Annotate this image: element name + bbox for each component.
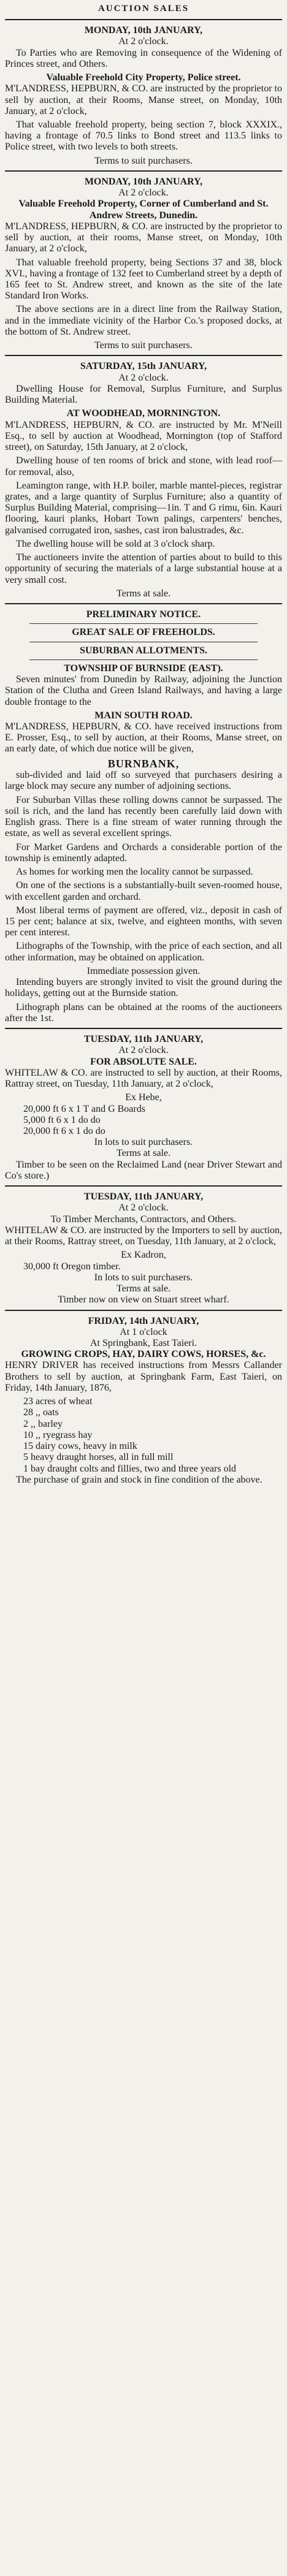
ad-police-street	[5, 25, 282, 167]
divider	[5, 603, 282, 604]
notice-township: TOWNSHIP OF BURNSIDE (EAST).	[64, 663, 223, 674]
crop-item: 1 bay draught colts and fillies, two and three years old	[23, 1463, 237, 1474]
ad-body: HENRY DRIVER has received instructions from Messrs Callander Brothers to sell by auction, at Springbank Farm, East Taieri, on Friday, 14th January, 1876,	[5, 1360, 282, 1393]
ad-subtitle: Valuable Freehold Property, Corner of Cumberland and St. Andrew Streets, Dunedin.	[18, 199, 269, 221]
ad-ship: Ex Hebe,	[125, 1092, 162, 1103]
ad-terms: Terms at sale.	[116, 1283, 171, 1294]
ad-absolute-sale	[5, 1034, 282, 1182]
notice-intro: Seven minutes' from Dunedin by Railway, adjoining the Junction Station of the Clutha and Green Island Railways, and having a large double frontage to the	[5, 674, 282, 707]
divider	[5, 19, 282, 20]
notice-body-8: Lithographs of the Township, with the price of each section, and all other information, may be obtained on application.	[5, 941, 282, 963]
ad-body-2: Dwelling house of ten rooms of brick and stone, with lead roof—for removal, also,	[5, 455, 282, 477]
ad-lots: In lots to suit purchasers.	[94, 1137, 193, 1148]
notice-road: MAIN SOUTH ROAD.	[94, 710, 193, 721]
ad-springbank	[5, 1316, 282, 1486]
notice-body-3: For Suburban Villas these rolling downs cannot be surpassed. The soil is rich, and the land has recently been carefully laid down with English grass. There is a fine stream of water running through the estate, as well as several excellent springs.	[5, 794, 282, 839]
divider	[5, 1028, 282, 1029]
ad-body-3: The above sections are in a direct line from the Railway Station, and in the immediate vicinity of the Harbor Co.'s proposed docks, at the bottom of St. Andrew street.	[5, 304, 282, 337]
notice-body-9: Intending buyers are strongly invited to visit the ground during the holidays, getting out at the Burnside station.	[5, 977, 282, 999]
notice-body-10: Lithograph plans can be obtained at the rooms of the auctioneers after the 1st.	[5, 1001, 282, 1024]
ad-body: M'LANDRESS, HEPBURN, & CO. are instructed by the proprietor to sell by auction, at their Rooms, Manse street, on Monday, 10th January, at 2 o'clock,	[5, 83, 282, 116]
ad-time: At 2 o'clock.	[118, 372, 169, 383]
divider	[5, 355, 282, 356]
divider	[5, 1310, 282, 1311]
ad-time: At 2 o'clock.	[118, 1045, 169, 1056]
notice-body: M'LANDRESS, HEPBURN, & CO. have received instructions from E. Prosser, Esq., to sell by auction, at their Rooms, Manse street, on an early date, of which due notice will be given,	[5, 721, 282, 754]
notice-body-7: Most liberal terms of payment are offered, viz., deposit in cash of 15 per cent; balance at six, twelve, and eighteen months, with seven per cent interest.	[5, 905, 282, 938]
ad-lots: In lots to suit purchasers.	[94, 1272, 193, 1283]
notice-title: PRELIMINARY NOTICE.	[86, 609, 201, 620]
ad-timber-note: Timber to be seen on the Reclaimed Land (near Driver Stewart and Co's store.)	[5, 1159, 282, 1181]
ad-subtitle: Valuable Freehold City Property, Police street.	[46, 72, 241, 83]
divider	[5, 1185, 282, 1187]
ad-body-4: The dwelling house will be sold at 3 o'clock sharp.	[16, 538, 215, 549]
ad-time: At 1 o'clock	[120, 1326, 167, 1337]
ad-terms: Terms at sale.	[116, 1148, 171, 1159]
ad-preliminary-notice	[5, 609, 282, 1024]
ad-date: MONDAY, 10th JANUARY,	[84, 176, 203, 187]
ad-body-3: Leamington range, with H.P. boiler, marble mantel-pieces, registrar grates, and a large quantity of Surplus Furniture; also a quantity of Surplus Building Material, comprising—1in. T and G rimu, 6in. Kauri flooring, kauri planks, Hobart Town palings, carpenters' benches, galvanised corrugated iron, sashes, cast iron balustrades, &c.	[5, 480, 282, 536]
crop-item: 28 ,, oats	[23, 1407, 59, 1418]
timber-item: 5,000 ft 6 x 1 do do	[23, 1114, 101, 1125]
ad-body: WHITELAW & CO. are instructed to sell by auction, at their Rooms, Rattray street, on Tuesday, 11th January, at 2 o'clock,	[5, 1067, 282, 1090]
divider	[5, 170, 282, 172]
notice-body-6: On one of the sections is a substantially-built seven-roomed house, with excellent garden and orchard.	[5, 880, 282, 902]
ad-subtitle: FOR ABSOLUTE SALE.	[90, 1056, 197, 1067]
ad-terms: Terms to suit purchasers.	[94, 340, 193, 351]
crop-item: 5 heavy draught horses, all in full mill	[23, 1452, 174, 1463]
crop-item: 2 ,, barley	[23, 1418, 63, 1429]
ad-ship: Ex Kadron,	[121, 1250, 166, 1261]
notice-place: SUBURBAN ALLOTMENTS.	[79, 645, 208, 656]
crop-item: 23 acres of wheat	[23, 1396, 93, 1407]
crop-item: 15 dairy cows, heavy in milk	[23, 1441, 137, 1452]
notice-body-5: As homes for working men the locality cannot be surpassed.	[16, 867, 253, 878]
ad-body-2: The purchase of grain and stock in fine condition of the above.	[16, 1474, 262, 1485]
ad-timber-note: Timber now on view on Stuart street wharf.	[58, 1294, 229, 1305]
divider	[29, 623, 258, 624]
notice-subtitle: GREAT SALE OF FREEHOLDS.	[72, 627, 215, 638]
ad-place: At Springbank, East Taieri.	[90, 1337, 197, 1348]
ad-place: AT WOODHEAD, MORNINGTON.	[66, 408, 221, 419]
notice-possession: Immediate possession given.	[86, 965, 201, 976]
crop-item: 10 ,, ryegrass hay	[23, 1429, 93, 1440]
ad-body: M'LANDRESS, HEPBURN, & CO. are instructed by the proprietor to sell by auction, at their rooms, Manse street, on Monday, 10th January, at 2 o'clock,	[5, 221, 282, 254]
ad-date: TUESDAY, 11th JANUARY,	[83, 1191, 204, 1203]
ad-lead: To Timber Merchants, Contractors, and Others.	[50, 1214, 237, 1225]
ad-subtitle: Dwelling House for Removal, Surplus Furniture, and Surplus Building Material.	[5, 383, 282, 406]
ad-oregon-timber	[5, 1191, 282, 1305]
ad-time: At 2 o'clock.	[118, 1203, 169, 1214]
ad-date: TUESDAY, 11th JANUARY,	[83, 1034, 204, 1045]
ad-date: FRIDAY, 14th JANUARY,	[88, 1315, 199, 1326]
divider	[29, 659, 258, 660]
ad-terms: Terms to suit purchasers.	[94, 155, 193, 166]
ad-body-5: The auctioneers invite the attention of parties about to build to this opportunity of securing the materials of a large substantial house at a very small cost.	[5, 552, 282, 585]
ad-time: At 2 o'clock.	[118, 188, 169, 199]
ad-lead: To Parties who are Removing in consequence of the Widening of Princes street, and Others.	[5, 47, 282, 69]
notice-body-2: sub-divided and laid off so surveyed that purchasers desiring a large block may secure any number of adjoining sections.	[5, 770, 282, 792]
ad-date: SATURDAY, 15th JANUARY,	[80, 361, 207, 372]
ad-cumberland-street	[5, 177, 282, 352]
ad-date: MONDAY, 10th JANUARY,	[84, 25, 203, 36]
ad-body-2: That valuable freehold property, being Sections 37 and 38, block XVI., having a frontage of 132 feet to Cumberland street by a depth of 165 feet to St. Andrew street, and known as the site of the late Standard Iron Works.	[5, 257, 282, 302]
section-header: AUCTION SALES	[98, 4, 189, 13]
ad-title: GROWING CROPS, HAY, DAIRY COWS, HORSES, &c.	[21, 1349, 266, 1360]
ad-body-2: That valuable freehold property, being section 7, block XXXIX., having a frontage of 70.5 links to Bond street and 113.5 links to Police street, with two levels to both streets.	[5, 119, 282, 153]
ad-time: At 2 o'clock.	[118, 36, 169, 47]
timber-item: 20,000 ft 6 x 1 do do	[23, 1126, 105, 1136]
ad-body: M'LANDRESS, HEPBURN, & CO. are instructed by Mr. M'Neill Esq., to sell by auction at Woodhead, Mornington (top of Stafford street), on Saturday, 15th January, at 2 o'clock,	[5, 419, 282, 453]
notice-body-4: For Market Gardens and Orchards a considerable portion of the township is eminently adapted.	[5, 842, 282, 864]
notice-estate: BURNBANK,	[107, 757, 180, 770]
ad-body: WHITELAW & CO. are instructed by the Importers to sell by auction, at their Rooms, Rattray street, on Tuesday, 11th January, at 2 o'clock,	[5, 1225, 282, 1247]
timber-item: 30,000 ft Oregon timber.	[23, 1261, 121, 1272]
ad-terms: Terms at sale.	[116, 588, 171, 599]
ad-woodhead	[5, 361, 282, 599]
timber-item: 20,000 ft 6 x 1 T and G Boards	[23, 1103, 145, 1114]
